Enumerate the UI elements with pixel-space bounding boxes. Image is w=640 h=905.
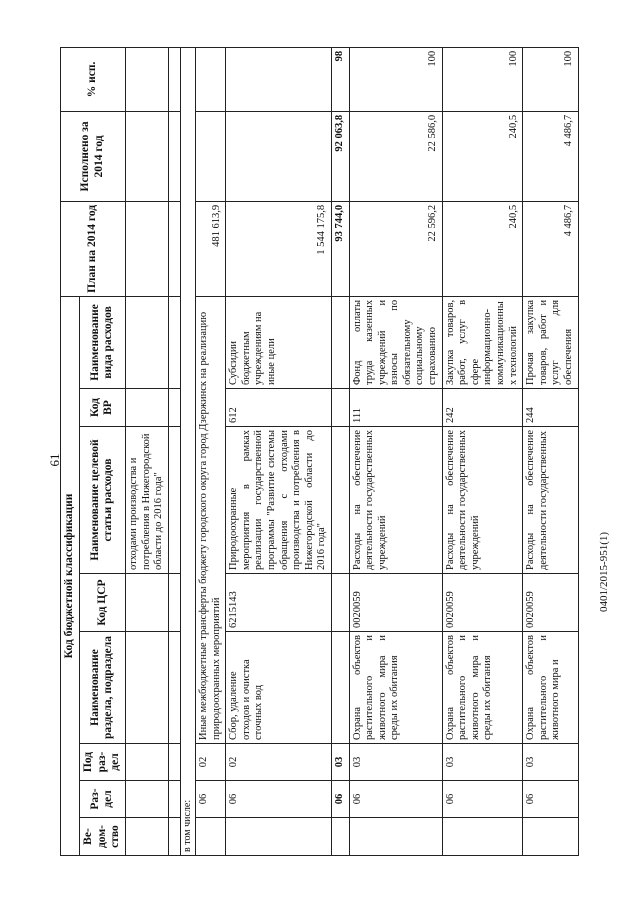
csr-cell: 0020059 bbox=[442, 574, 523, 632]
name-razdel-cell: Охрана объектов растительного и животного мира и среды их обитания bbox=[349, 632, 442, 744]
csr-header: Код ЦСР bbox=[79, 574, 125, 632]
table-row bbox=[126, 47, 169, 855]
pct-cell: 100 bbox=[442, 47, 523, 111]
podrazdel-cell: 02 bbox=[226, 744, 332, 781]
plan-cell: 1 544 175,8 bbox=[226, 201, 332, 296]
csr-cell: 0020059 bbox=[349, 574, 442, 632]
plan-cell: 4 486,7 bbox=[523, 201, 578, 296]
csr-cell: 0020059 bbox=[523, 574, 578, 632]
plan-cell: 93 744,0 bbox=[331, 201, 349, 296]
name-csr-cell: Расходы на обеспечение деятельности государственных учреждений bbox=[349, 427, 442, 574]
razdel-cell: 06 bbox=[442, 781, 523, 818]
name-razdel-cell: Сбор, удаление отходов и очистка сточных вод bbox=[226, 632, 332, 744]
table-row bbox=[195, 47, 225, 855]
fact-cell: 4 486,7 bbox=[523, 111, 578, 201]
table-row bbox=[226, 47, 332, 855]
pct-header: % исп. bbox=[61, 47, 126, 111]
razdel-cell: 06 bbox=[349, 781, 442, 818]
plan-cell: 240,5 bbox=[442, 201, 523, 296]
name-vr-cell: Закупка товаров, работ, услуг в сфере информационно-коммуникационных технологий bbox=[442, 296, 523, 388]
podrazdel-header: Под раз-дел bbox=[79, 744, 125, 781]
razdel-cell: 06 bbox=[195, 781, 225, 818]
vr-cell: 244 bbox=[523, 389, 578, 427]
fact-cell: 92 063,8 bbox=[331, 111, 349, 201]
pct-cell: 100 bbox=[349, 47, 442, 111]
name-csr-header: Наименование целевой статьи расходов bbox=[79, 427, 125, 574]
vr-cell: 111 bbox=[349, 389, 442, 427]
ved-header: Ве-дом-ство bbox=[79, 818, 125, 856]
name-csr-cell: Расходы на обеспечение деятельности государственных учреждений bbox=[442, 427, 523, 574]
fact-cell: 22 586,0 bbox=[349, 111, 442, 201]
plan-cell: 481 613,9 bbox=[195, 201, 225, 296]
classification-group-header: Код бюджетной классификации bbox=[61, 296, 80, 855]
budget-table bbox=[60, 47, 579, 856]
razdel-cell: 06 bbox=[523, 781, 578, 818]
table-row bbox=[168, 47, 180, 855]
csr-cell: 6215143 bbox=[226, 574, 332, 632]
name-csr-cell: Расходы на обеспечение деятельности государственных bbox=[523, 427, 578, 574]
transfer-description: Иные межбюджетные трансферты бюджету городского округа город Дзержинск на реализацию природоохранных мероприятий bbox=[195, 296, 225, 743]
vr-cell: 612 bbox=[226, 389, 332, 427]
document-code: 0401/2015-951(1) bbox=[598, 531, 610, 612]
table-row bbox=[523, 47, 578, 855]
name-vr-cell: Субсидии бюджетным учреждениям на иные цели bbox=[226, 296, 332, 388]
name-csr-cell: Природоохранные мероприятия в рамках реализации государственной программы "Развитие системы обращения с отходами производства и потребления в Нижегородской области до 2016 года" bbox=[226, 427, 332, 574]
plan-cell: 22 596,2 bbox=[349, 201, 442, 296]
pct-cell: 98 bbox=[331, 47, 349, 111]
name-vr-cell: Фонд оплаты труда казенных учреждений и взносы по обязательному социальному страхованию bbox=[349, 296, 442, 388]
podrazdel-cell: 03 bbox=[442, 744, 523, 781]
name-razdel-cell: Охрана объектов растительного и животного мира и среды их обитания bbox=[442, 632, 523, 744]
continuation-text: отходами производства и потребления в Нижегородской области до 2016 года" bbox=[126, 427, 169, 574]
podrazdel-cell: 03 bbox=[331, 744, 349, 781]
name-vr-header: Наименование вида расходов bbox=[79, 296, 125, 388]
podrazdel-cell: 03 bbox=[523, 744, 578, 781]
name-razdel-cell: Охрана объектов растительного и животного мира и bbox=[523, 632, 578, 744]
name-razdel-header: Наименование раздела, подраздела bbox=[79, 632, 125, 744]
razdel-cell: 06 bbox=[226, 781, 332, 818]
page-number: 61 bbox=[47, 453, 62, 467]
razdel-header: Раз-дел bbox=[79, 781, 125, 818]
in-that-number-label: в том числе: bbox=[180, 47, 195, 855]
vr-header: Код ВР bbox=[79, 389, 125, 427]
fact-cell: 240,5 bbox=[442, 111, 523, 201]
plan-header: План на 2014 год bbox=[61, 201, 126, 296]
table-row bbox=[180, 47, 195, 855]
budget-table-container bbox=[60, 48, 589, 856]
podrazdel-cell: 02 bbox=[195, 744, 225, 781]
name-vr-cell: Прочая закупка товаров, работ и услуг для обеспечения bbox=[523, 296, 578, 388]
podrazdel-cell: 03 bbox=[349, 744, 442, 781]
table-row bbox=[331, 47, 349, 855]
fact-header: Исполнено за 2014 год bbox=[61, 111, 126, 201]
table-row bbox=[349, 47, 442, 855]
pct-cell: 100 bbox=[523, 47, 578, 111]
table-row bbox=[442, 47, 523, 855]
razdel-cell: 06 bbox=[331, 781, 349, 818]
vr-cell: 242 bbox=[442, 389, 523, 427]
